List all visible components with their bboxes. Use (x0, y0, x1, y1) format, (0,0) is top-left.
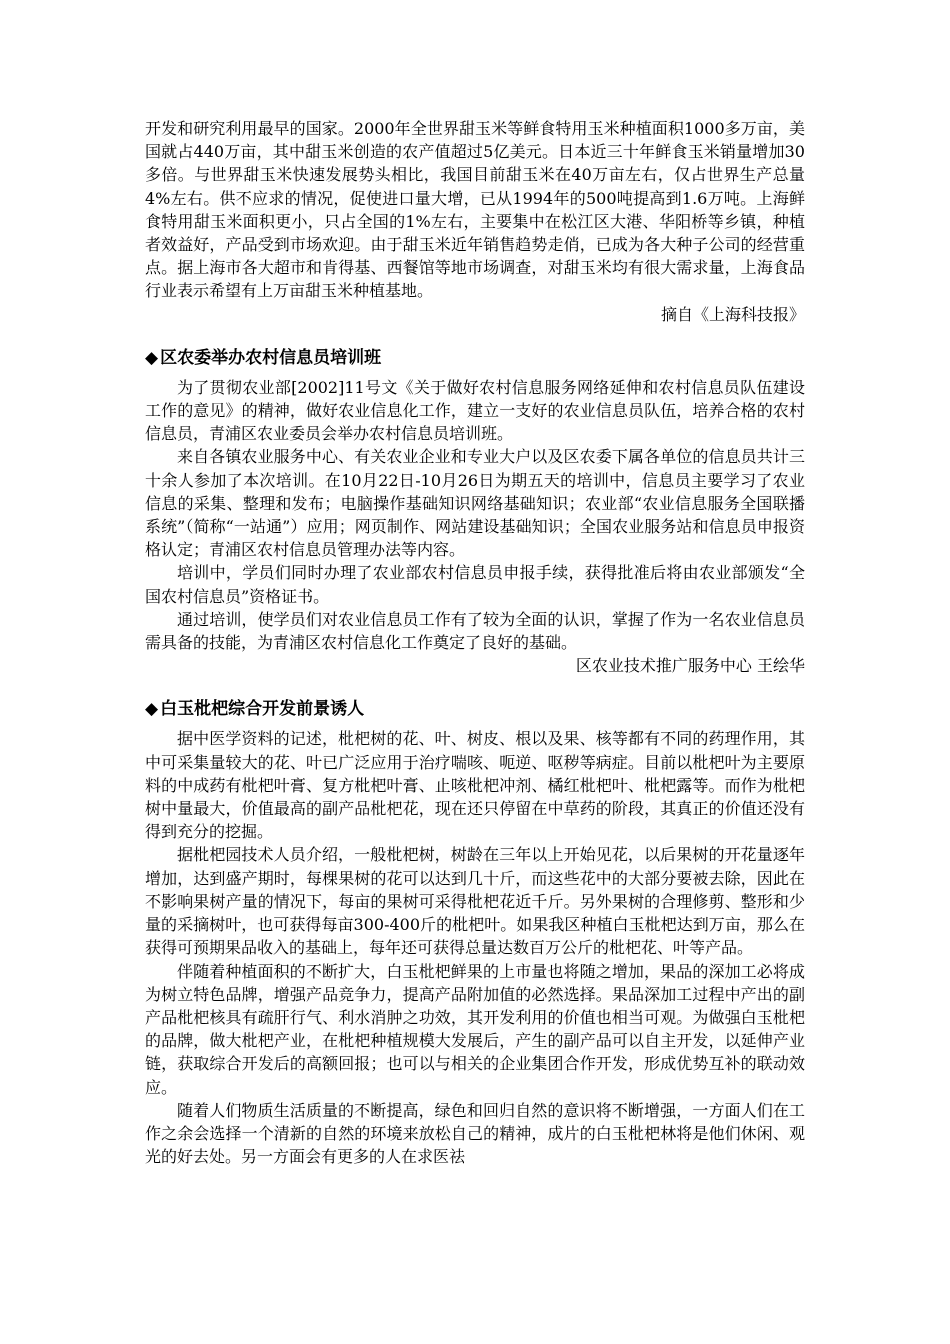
article3-paragraph: 据枇杷园技术人员介绍，一般枇杷树，树龄在三年以上开始见花，以后果树的开花量逐年增加，达到盛产期时，每棵果树的花可以达到几十斤，而这些花中的大部分要被去除，因此在不影响果树产量的情况下，每亩的果树可采得枇杷花近千斤。另外果树的合理修剪、整形和少量的采摘树叶，也可获得每亩300-400斤的枇杷叶。如果我区种植白玉枇杷达到万亩，那么在获得可预期果品收入的基础上，每年还可获得总量达数百万公斤的枇杷花、叶等产品。 (145, 845, 805, 958)
article2-title: 区农委举办农村信息员培训班 (160, 347, 382, 368)
article1-source: 摘自《上海科技报》 (660, 304, 805, 324)
diamond-bullet-icon: ◆ (145, 699, 159, 720)
article3-paragraph: 据中医学资料的记述，枇杷树的花、叶、树皮、根以及果、核等都有不同的药理作用，其中可采集量较大的花、叶已广泛应用于治疗喘咳、呃逆、呕秽等病症。目前以枇杷叶为主要原料的中成药有枇杷叶膏、复方枇杷叶膏、止咳枇杷冲剂、橘红枇杷叶、枇杷露等。而作为枇杷树中量最大，价值最高的副产品枇杷花，现在还只停留在中草药的阶段，其真正的价值还没有得到充分的挖掘。 (145, 729, 805, 842)
article3-paragraph: 伴随着种植面积的不断扩大，白玉枇杷鲜果的上市量也将随之增加，果品的深加工必将成为树立特色品牌，增强产品竞争力，提高产品附加值的必然选择。果品深加工过程中产出的副产品枇杷核具有疏肝行气、利水消肿之功效，其开发利用的价值也相当可观。为做强白玉枇杷的品牌，做大枇杷产业，在枇杷种植规模大发展后，产生的副产品可以自主开发，以延伸产业链，获取综合开发后的高额回报；也可以与相关的企业集团合作开发，形成优势互补的联动效应。 (145, 961, 805, 1097)
article3-heading (145, 697, 805, 721)
article2-paragraph: 培训中，学员们同时办理了农业部农村信息员申报手续，获得批准后将由农业部颁发“全国农村信息员”资格证书。 (145, 563, 805, 606)
article3-title: 白玉枇杷综合开发前景诱人 (160, 699, 365, 720)
document-page (145, 117, 805, 1168)
article3-paragraph: 随着人们物质生活质量的不断提高，绿色和回归自然的意识将不断增强，一方面人们在工作之余会选择一个清新的自然的环境来放松自己的精神，成片的白玉枇杷林将是他们休闲、观光的好去处。另一方面会有更多的人在求医祛 (145, 1100, 805, 1167)
article2-paragraph: 来自各镇农业服务中心、有关农业企业和专业大户以及区农委下属各单位的信息员共计三十余人参加了本次培训。在10月22日-10月26日为期五天的培训中，信息员主要学习了农业信息的采集、整理和发布；电脑操作基础知识网络基础知识；农业部“农业信息服务全国联播系统”（简称“一站通”）应用；网页制作、网站建设基础知识；全国农业服务站和信息员申报资格认定；青浦区农村信息员管理办法等内容。 (145, 447, 805, 560)
diamond-bullet-icon: ◆ (145, 347, 159, 368)
article2-heading (145, 346, 805, 370)
article2-paragraph: 为了贯彻农业部[2002]11号文《关于做好农村信息服务网络延伸和农村信息员队伍建设工作的意见》的精神，做好农业信息化工作，建立一支好的农业信息员队伍，培养合格的农村信息员，青浦区农业委员会举办农村信息员培训班。 (145, 377, 805, 444)
article1-paragraph: 开发和研究利用最早的国家。2000年全世界甜玉米等鲜食特用玉米种植面积1000多万亩，美国就占440万亩，其中甜玉米创造的农产值超过5亿美元。日本近三十年鲜食玉米销量增加30多倍。与世界甜玉米快速发展势头相比，我国目前甜玉米在40万亩左右，仅占世界生产总量4%左右。供不应求的情况，促使进口量大增，已从1994年的500吨提高到1.6万吨。上海鲜食特用甜玉米面积更小，只占全国的1%左右，主要集中在松江区大港、华阳桥等乡镇，种植者效益好，产品受到市场欢迎。由于甜玉米近年销售趋势走俏，已成为各大种子公司的经营重点。据上海市各大超市和肯得基、西餐馆等地市场调查，对甜玉米均有很大需求量，上海食品行业表示希望有上万亩甜玉米种植基地。 (145, 119, 805, 301)
article2-paragraph: 通过培训，使学员们对农业信息员工作有了较为全面的认识，掌握了作为一名农业信息员需具备的技能，为青浦区农村信息化工作奠定了良好的基础。 (145, 609, 805, 653)
article2-source: 区农业技术推广服务中心 王绘华 (575, 656, 805, 676)
